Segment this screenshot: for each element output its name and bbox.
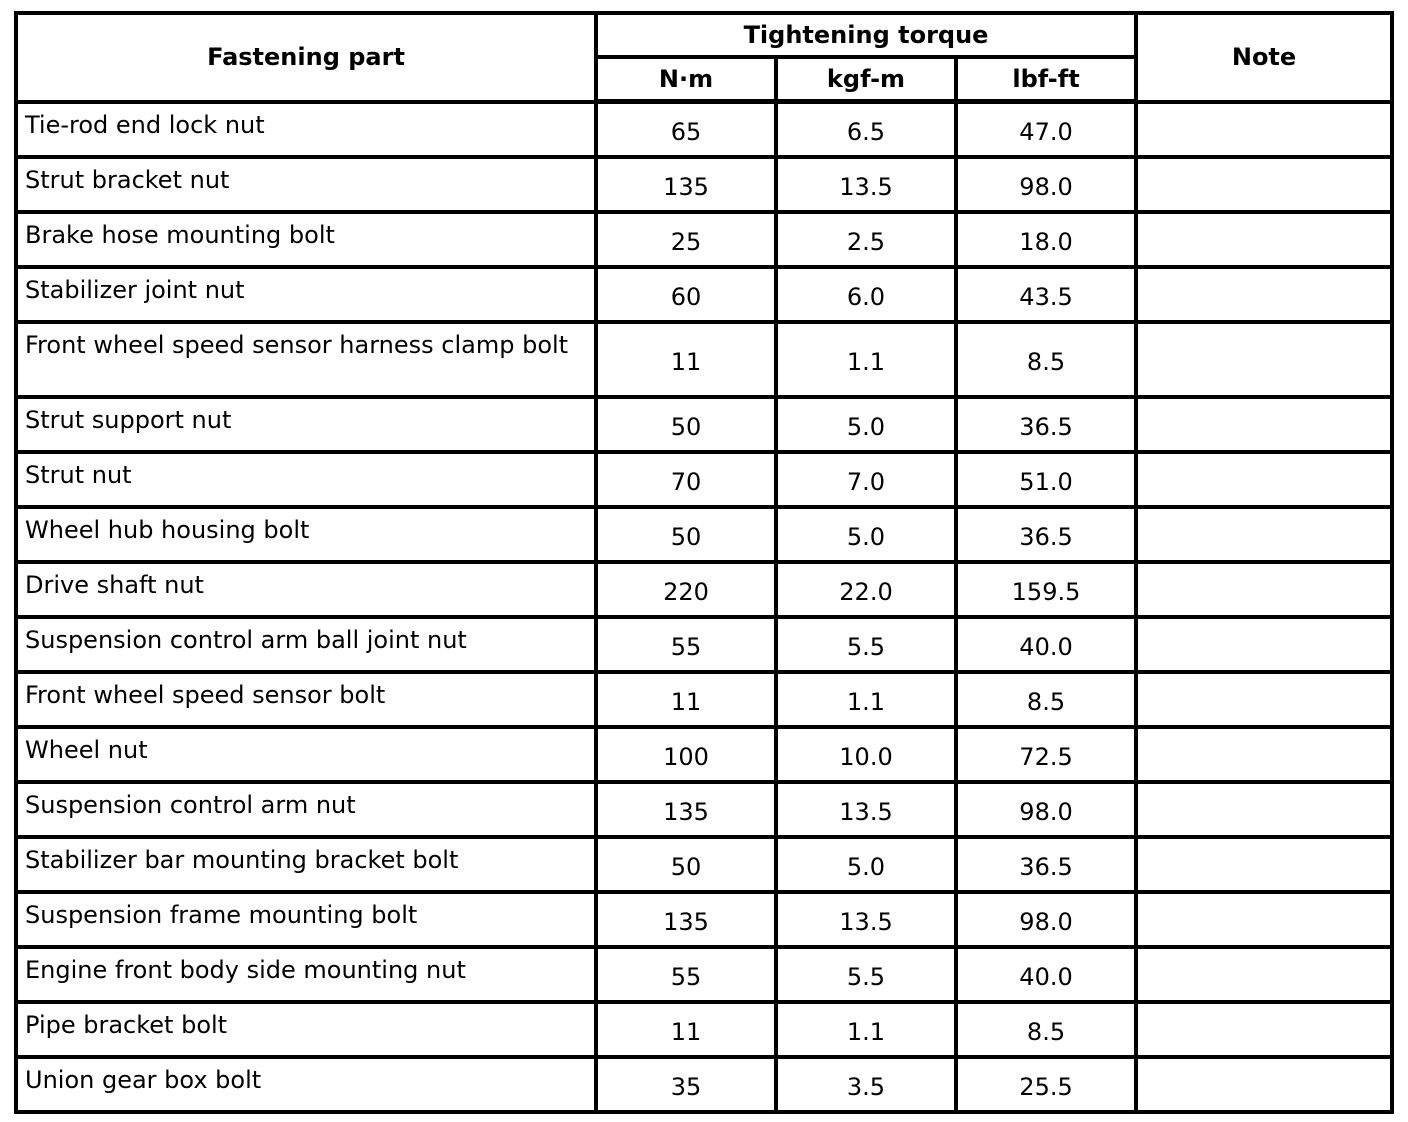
cell-note — [1136, 892, 1392, 947]
table-row — [16, 617, 1392, 672]
cell-torque-lbfft: 72.5 — [956, 727, 1136, 782]
cell-torque-lbfft: 40.0 — [956, 947, 1136, 1002]
header-unit-kgfm: kgf-m — [776, 57, 956, 102]
cell-note — [1136, 267, 1392, 322]
header-row-main — [16, 13, 1392, 57]
cell-torque-nm: 11 — [596, 672, 776, 727]
cell-fastening-part: Brake hose mounting bolt — [16, 212, 596, 267]
cell-torque-kgfm: 7.0 — [776, 452, 956, 507]
header-unit-lbfft: lbf-ft — [956, 57, 1136, 102]
table-row — [16, 1057, 1392, 1112]
cell-torque-nm: 11 — [596, 1002, 776, 1057]
cell-torque-kgfm: 13.5 — [776, 782, 956, 837]
cell-torque-lbfft: 36.5 — [956, 837, 1136, 892]
cell-torque-kgfm: 1.1 — [776, 322, 956, 397]
cell-torque-lbfft: 18.0 — [956, 212, 1136, 267]
header-tightening-torque: Tightening torque — [596, 13, 1136, 57]
cell-torque-kgfm: 5.0 — [776, 397, 956, 452]
cell-note — [1136, 397, 1392, 452]
cell-torque-lbfft: 8.5 — [956, 1002, 1136, 1057]
table-row — [16, 267, 1392, 322]
cell-torque-kgfm: 13.5 — [776, 892, 956, 947]
cell-fastening-part: Engine front body side mounting nut — [16, 947, 596, 1002]
cell-fastening-part: Front wheel speed sensor bolt — [16, 672, 596, 727]
cell-fastening-part: Wheel nut — [16, 727, 596, 782]
cell-fastening-part: Pipe bracket bolt — [16, 1002, 596, 1057]
cell-note — [1136, 507, 1392, 562]
cell-torque-lbfft: 43.5 — [956, 267, 1136, 322]
cell-torque-lbfft: 25.5 — [956, 1057, 1136, 1112]
cell-torque-kgfm: 5.0 — [776, 507, 956, 562]
cell-note — [1136, 157, 1392, 212]
cell-torque-kgfm: 22.0 — [776, 562, 956, 617]
cell-torque-lbfft: 98.0 — [956, 157, 1136, 212]
cell-note — [1136, 1057, 1392, 1112]
cell-fastening-part: Stabilizer bar mounting bracket bolt — [16, 837, 596, 892]
header-fastening-part: Fastening part — [16, 13, 596, 102]
table-row — [16, 452, 1392, 507]
cell-fastening-part: Strut support nut — [16, 397, 596, 452]
cell-torque-lbfft: 36.5 — [956, 397, 1136, 452]
cell-torque-kgfm: 6.5 — [776, 102, 956, 158]
cell-note — [1136, 212, 1392, 267]
cell-torque-nm: 135 — [596, 782, 776, 837]
cell-fastening-part: Union gear box bolt — [16, 1057, 596, 1112]
cell-torque-kgfm: 6.0 — [776, 267, 956, 322]
cell-torque-nm: 70 — [596, 452, 776, 507]
cell-fastening-part: Suspension frame mounting bolt — [16, 892, 596, 947]
cell-fastening-part: Strut bracket nut — [16, 157, 596, 212]
table-row — [16, 837, 1392, 892]
header-note: Note — [1136, 13, 1392, 102]
table-row — [16, 947, 1392, 1002]
cell-torque-kgfm: 10.0 — [776, 727, 956, 782]
cell-torque-kgfm: 1.1 — [776, 1002, 956, 1057]
table-row — [16, 157, 1392, 212]
table-row — [16, 212, 1392, 267]
cell-torque-nm: 50 — [596, 507, 776, 562]
cell-torque-nm: 135 — [596, 157, 776, 212]
cell-torque-kgfm: 5.0 — [776, 837, 956, 892]
cell-torque-kgfm: 5.5 — [776, 617, 956, 672]
table-row — [16, 892, 1392, 947]
cell-torque-kgfm: 3.5 — [776, 1057, 956, 1112]
cell-note — [1136, 782, 1392, 837]
table-row — [16, 782, 1392, 837]
header-unit-nm: N·m — [596, 57, 776, 102]
table-header — [16, 13, 1392, 102]
cell-note — [1136, 837, 1392, 892]
cell-note — [1136, 947, 1392, 1002]
cell-note — [1136, 727, 1392, 782]
table-row — [16, 562, 1392, 617]
cell-torque-nm: 55 — [596, 617, 776, 672]
cell-note — [1136, 562, 1392, 617]
cell-torque-nm: 50 — [596, 837, 776, 892]
cell-note — [1136, 672, 1392, 727]
cell-torque-kgfm: 2.5 — [776, 212, 956, 267]
table-row — [16, 322, 1392, 397]
cell-torque-nm: 35 — [596, 1057, 776, 1112]
cell-torque-nm: 135 — [596, 892, 776, 947]
cell-fastening-part: Suspension control arm ball joint nut — [16, 617, 596, 672]
cell-torque-kgfm: 13.5 — [776, 157, 956, 212]
cell-note — [1136, 102, 1392, 158]
cell-fastening-part: Suspension control arm nut — [16, 782, 596, 837]
cell-fastening-part: Wheel hub housing bolt — [16, 507, 596, 562]
cell-note — [1136, 322, 1392, 397]
cell-note — [1136, 617, 1392, 672]
cell-torque-lbfft: 98.0 — [956, 892, 1136, 947]
cell-torque-nm: 65 — [596, 102, 776, 158]
table-body — [16, 102, 1392, 1113]
cell-torque-lbfft: 8.5 — [956, 672, 1136, 727]
cell-torque-nm: 25 — [596, 212, 776, 267]
table-row — [16, 727, 1392, 782]
table-row — [16, 672, 1392, 727]
cell-note — [1136, 1002, 1392, 1057]
cell-torque-lbfft: 36.5 — [956, 507, 1136, 562]
cell-torque-lbfft: 98.0 — [956, 782, 1136, 837]
cell-fastening-part: Stabilizer joint nut — [16, 267, 596, 322]
cell-torque-lbfft: 8.5 — [956, 322, 1136, 397]
cell-torque-nm: 55 — [596, 947, 776, 1002]
table-row — [16, 102, 1392, 158]
cell-torque-nm: 220 — [596, 562, 776, 617]
cell-fastening-part: Drive shaft nut — [16, 562, 596, 617]
cell-torque-nm: 50 — [596, 397, 776, 452]
table-row — [16, 397, 1392, 452]
torque-table — [14, 11, 1394, 1114]
cell-fastening-part: Tie-rod end lock nut — [16, 102, 596, 158]
cell-torque-nm: 60 — [596, 267, 776, 322]
cell-torque-kgfm: 5.5 — [776, 947, 956, 1002]
cell-torque-lbfft: 159.5 — [956, 562, 1136, 617]
table-row — [16, 507, 1392, 562]
cell-torque-lbfft: 51.0 — [956, 452, 1136, 507]
table-row — [16, 1002, 1392, 1057]
cell-note — [1136, 452, 1392, 507]
cell-torque-kgfm: 1.1 — [776, 672, 956, 727]
cell-torque-lbfft: 47.0 — [956, 102, 1136, 158]
cell-torque-nm: 11 — [596, 322, 776, 397]
cell-fastening-part: Strut nut — [16, 452, 596, 507]
cell-torque-lbfft: 40.0 — [956, 617, 1136, 672]
cell-torque-nm: 100 — [596, 727, 776, 782]
cell-fastening-part: Front wheel speed sensor harness clamp bolt — [16, 322, 596, 397]
